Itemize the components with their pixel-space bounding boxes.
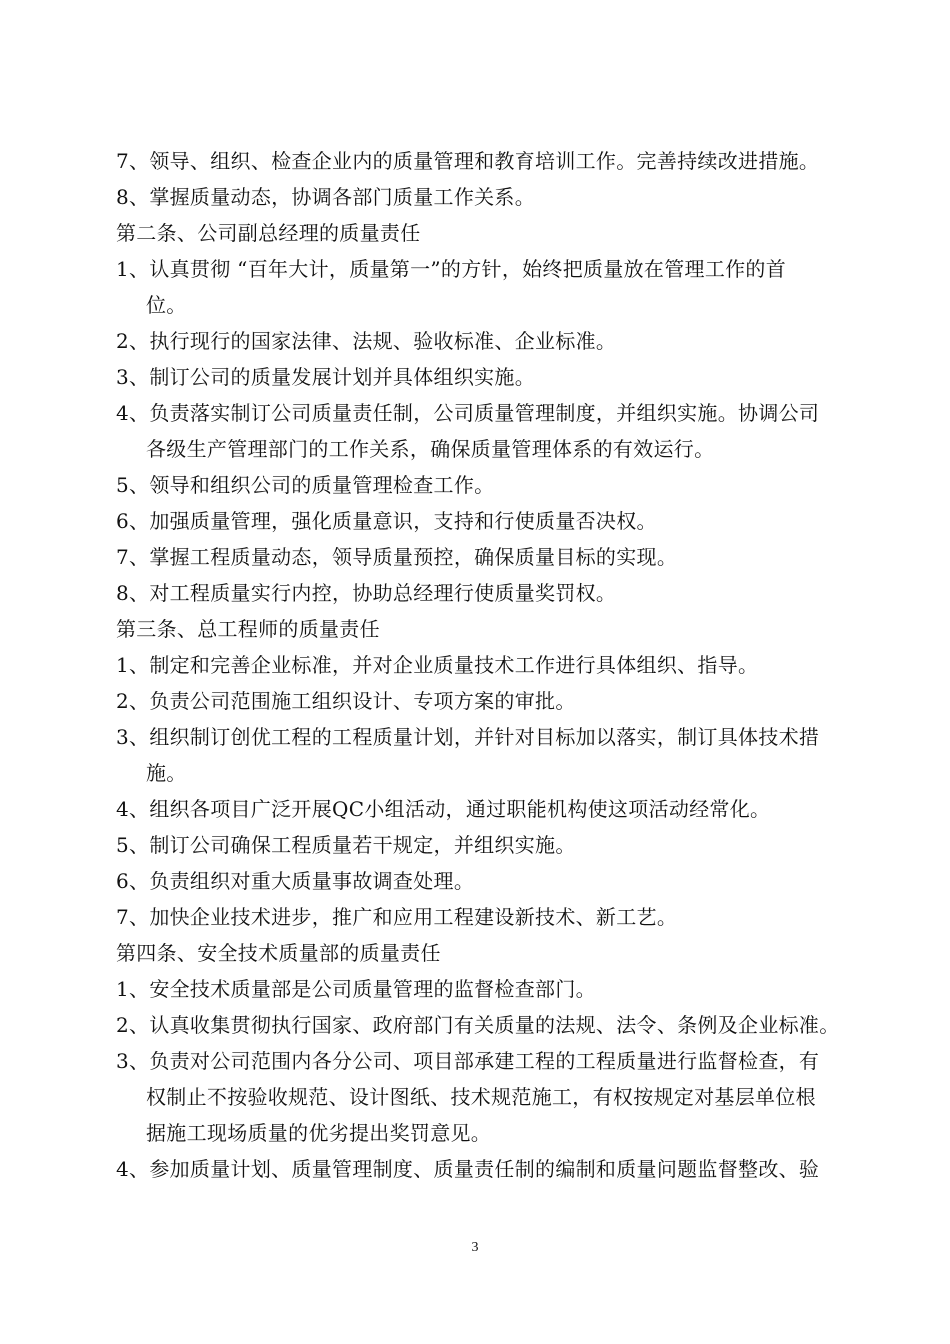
list-item-continuation: 权制止不按验收规范、设计图纸、技术规范施工，有权按规定对基层单位根 [146, 1085, 816, 1109]
list-item: 7、加快企业技术进步，推广和应用工程建设新技术、新工艺。 [116, 905, 678, 929]
list-item: 5、领导和组织公司的质量管理检查工作。 [116, 473, 495, 497]
list-item-continuation: 位。 [146, 293, 187, 317]
list-item: 4、参加质量计划、质量管理制度、质量责任制的编制和质量问题监督整改、验 [116, 1157, 820, 1181]
list-item: 2、负责公司范围施工组织设计、专项方案的审批。 [116, 689, 576, 713]
list-item: 4、组织各项目广泛开展QC小组活动，通过职能机构使这项活动经常化。 [116, 797, 771, 821]
list-item: 8、对工程质量实行内控，协助总经理行使质量奖罚权。 [116, 581, 617, 605]
list-item: 1、制定和完善企业标准，并对企业质量技术工作进行具体组织、指导。 [116, 653, 759, 677]
page-number: 3 [471, 1240, 479, 1255]
list-item: 6、负责组织对重大质量事故调查处理。 [116, 869, 475, 893]
document-body [116, 143, 876, 1187]
list-item: 5、制订公司确保工程质量若干规定，并组织实施。 [116, 833, 576, 857]
list-item: 3、制订公司的质量发展计划并具体组织实施。 [116, 365, 536, 389]
list-item-continuation: 据施工现场质量的优劣提出奖罚意见。 [146, 1121, 492, 1145]
list-item: 6、加强质量管理，强化质量意识，支持和行使质量否决权。 [116, 509, 657, 533]
section-heading: 第二条、公司副总经理的质量责任 [116, 221, 421, 245]
list-item: 7、掌握工程质量动态，领导质量预控，确保质量目标的实现。 [116, 545, 678, 569]
list-item-continuation: 施。 [146, 761, 187, 785]
list-item-continuation: 各级生产管理部门的工作关系，确保质量管理体系的有效运行。 [146, 437, 715, 461]
section-heading: 第四条、安全技术质量部的质量责任 [116, 941, 441, 965]
list-item: 2、认真收集贯彻执行国家、政府部门有关质量的法规、法令、条例及企业标准。 [116, 1013, 840, 1037]
list-item: 2、执行现行的国家法律、法规、验收标准、企业标准。 [116, 329, 617, 353]
list-item: 4、负责落实制订公司质量责任制，公司质量管理制度，并组织实施。协调公司 [116, 401, 820, 425]
list-item: 3、负责对公司范围内各分公司、项目部承建工程的工程质量进行监督检查，有 [116, 1049, 820, 1073]
section-heading: 第三条、总工程师的质量责任 [116, 617, 380, 641]
list-item: 7、领导、组织、检查企业内的质量管理和教育培训工作。完善持续改进措施。 [116, 149, 820, 173]
list-item: 8、掌握质量动态，协调各部门质量工作关系。 [116, 185, 536, 209]
list-item: 3、组织制订创优工程的工程质量计划，并针对目标加以落实，制订具体技术措 [116, 725, 820, 749]
list-item: 1、安全技术质量部是公司质量管理的监督检查部门。 [116, 977, 596, 1001]
list-item: 1、认真贯彻 “百年大计，质量第一”的方针，始终把质量放在管理工作的首 [116, 257, 787, 281]
